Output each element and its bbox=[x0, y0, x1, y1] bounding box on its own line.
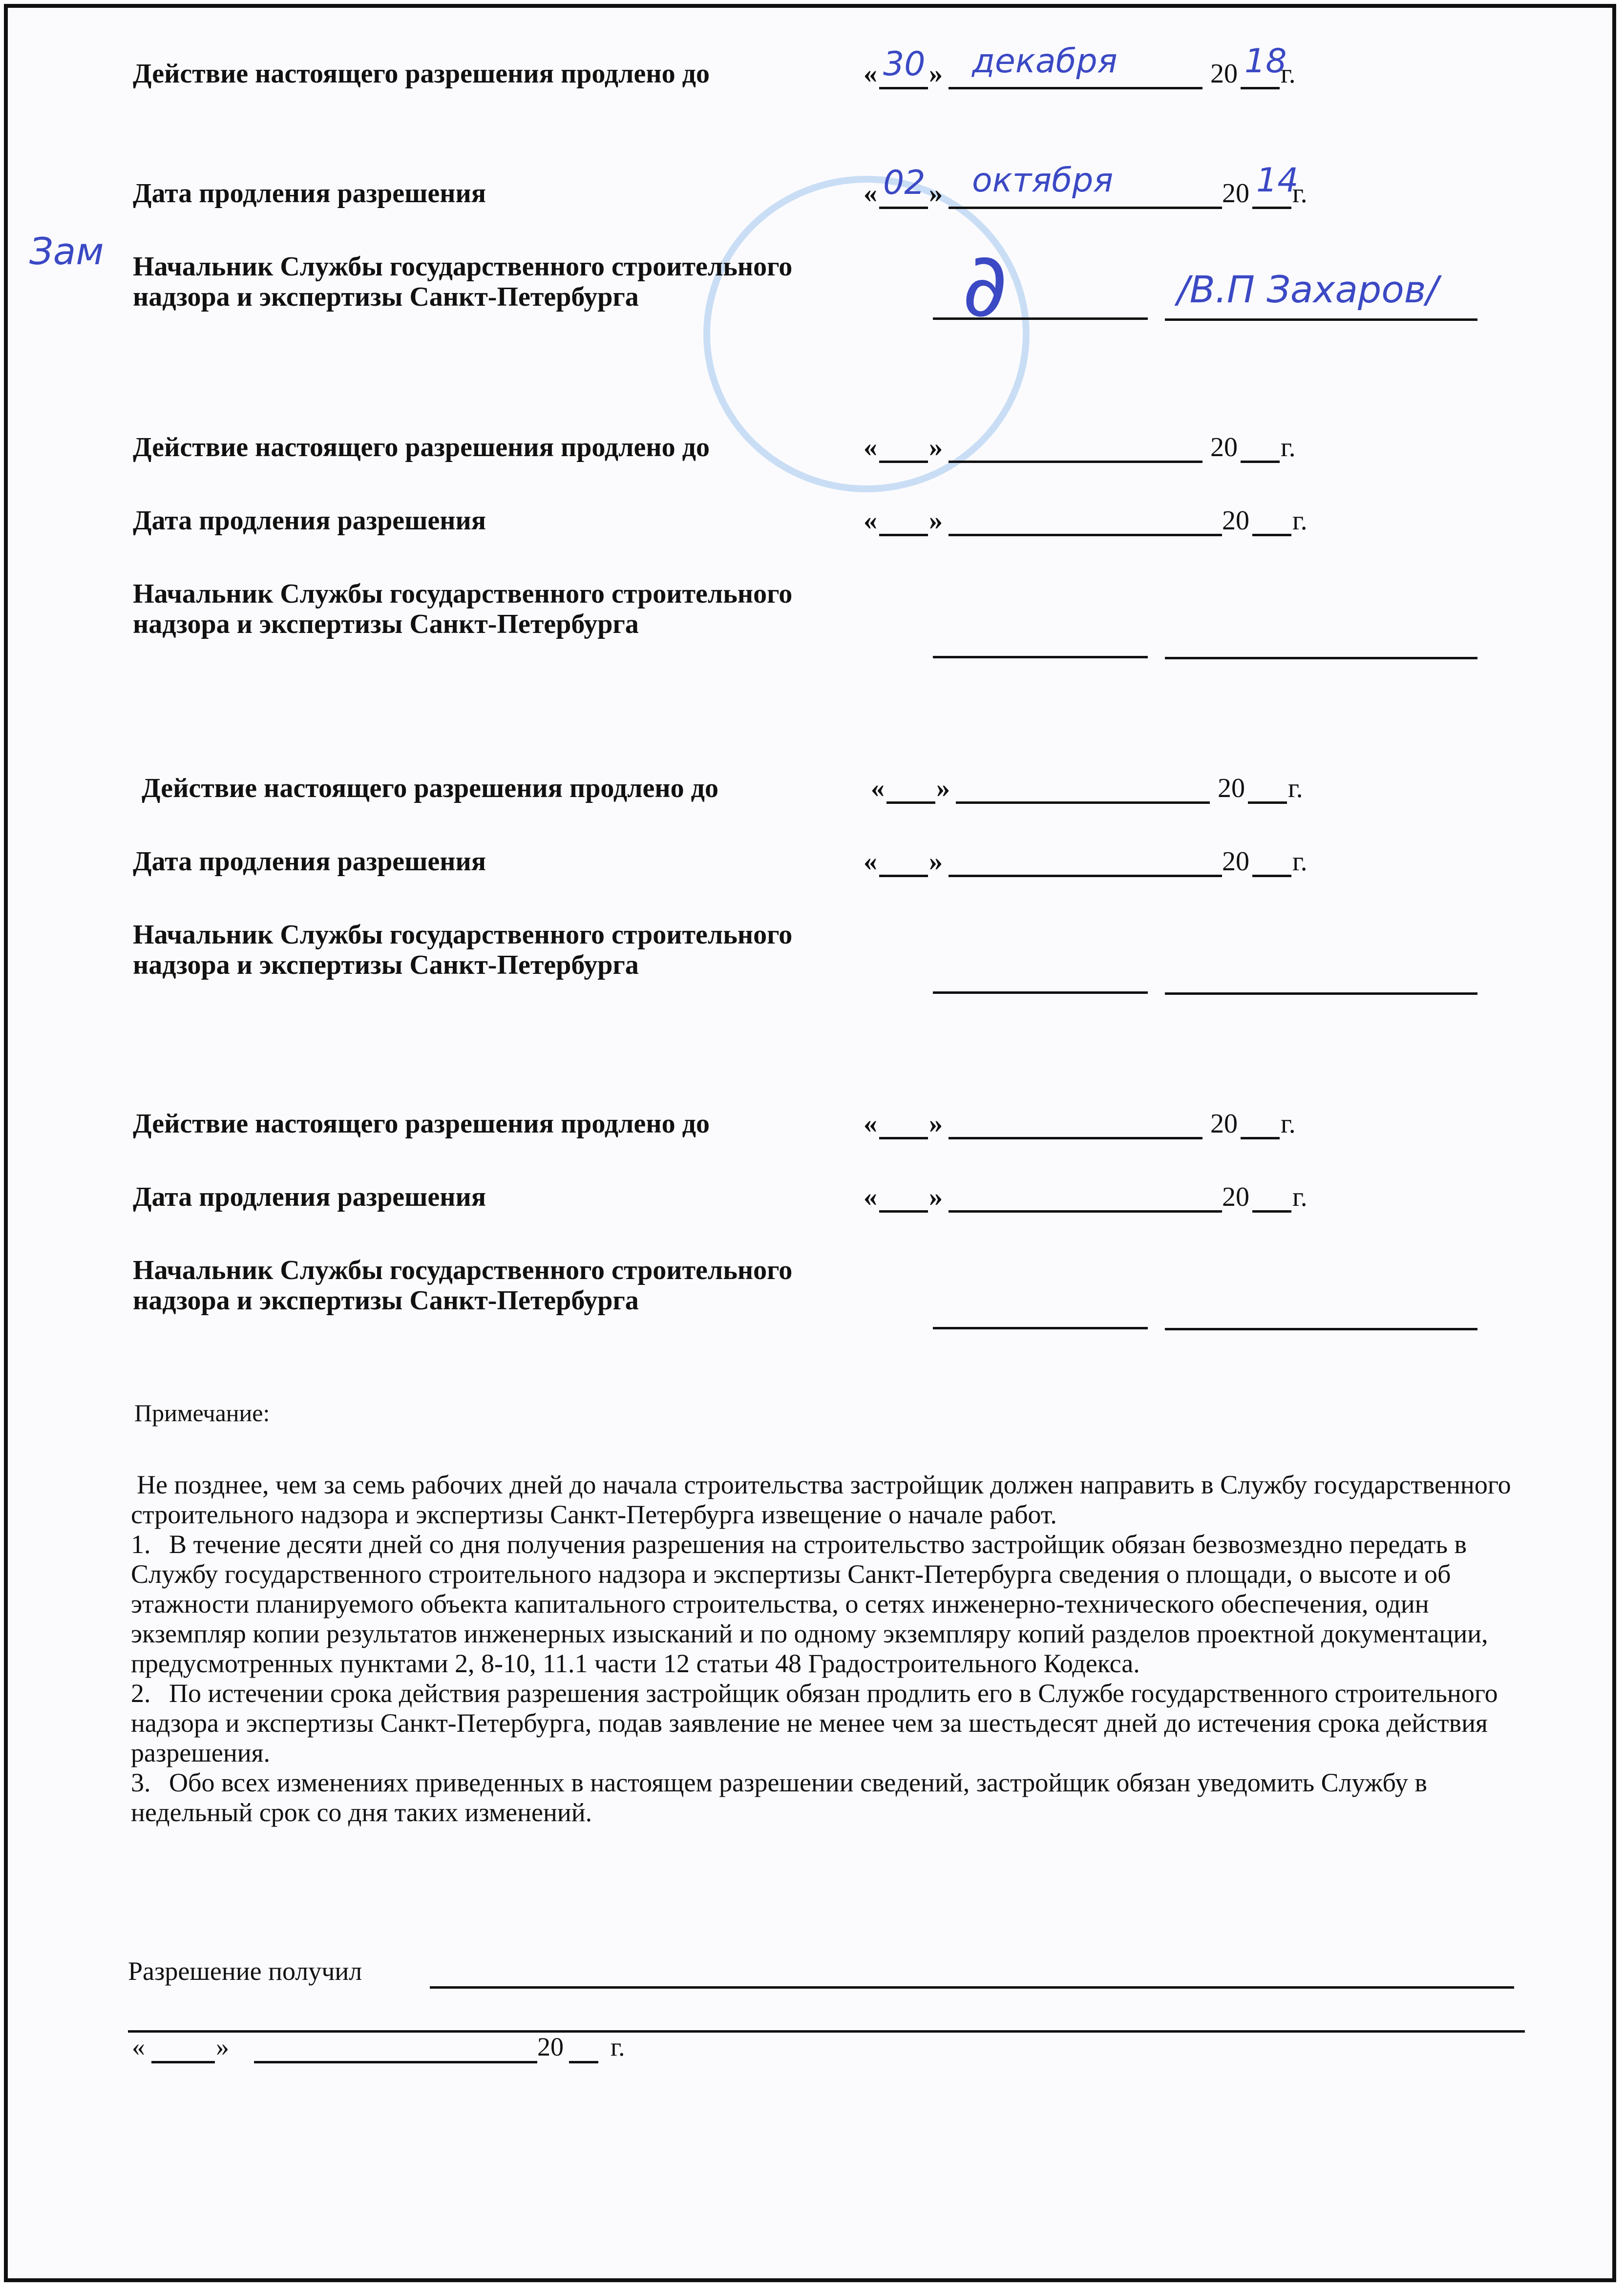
quote-close: » bbox=[929, 178, 943, 209]
extended-year-field[interactable] bbox=[1241, 87, 1280, 89]
quote-close: » bbox=[929, 59, 943, 89]
notes-item: 2. По истечении срока действия разрешения застройщик обязан продлить его в Службе государственного строительного надзора и экспертизы Санкт-Петербурга, подав заявление не менее чем за шестьдесят дней до истечения срока действия разрешения. bbox=[131, 1679, 1498, 1767]
date-year-prefix: 20 bbox=[1222, 505, 1249, 536]
quote-close: » bbox=[929, 1182, 943, 1212]
signature-icon: ∂ bbox=[962, 234, 1008, 336]
extended-month-field[interactable] bbox=[956, 801, 1210, 804]
date-year-field[interactable] bbox=[1252, 875, 1291, 877]
quote-close: » bbox=[216, 2032, 229, 2061]
year-suffix: г. bbox=[1288, 773, 1303, 803]
quote-open: « bbox=[864, 1182, 877, 1212]
date-day-field[interactable] bbox=[879, 875, 928, 877]
extended-year-field[interactable] bbox=[1248, 801, 1287, 804]
year-suffix: г. bbox=[1292, 505, 1308, 536]
date-year-prefix: 20 bbox=[1222, 178, 1249, 209]
date-year-prefix: 20 bbox=[1222, 846, 1249, 877]
signature-name-field[interactable] bbox=[1165, 657, 1477, 659]
notes-title: Примечание: bbox=[134, 1399, 270, 1427]
head-label-line-2: надзора и экспертизы Санкт-Петербурга bbox=[133, 282, 639, 312]
date-day-field[interactable] bbox=[879, 1210, 928, 1213]
quote-close: » bbox=[929, 505, 943, 536]
date-month-field[interactable] bbox=[949, 207, 1222, 209]
quote-open: « bbox=[864, 59, 877, 89]
head-label-line-2: надзора и экспертизы Санкт-Петербурга bbox=[133, 950, 639, 980]
signature-name-value: /В.П Захаров/ bbox=[1177, 268, 1439, 311]
year-suffix: г. bbox=[1281, 432, 1296, 462]
received-month-field[interactable] bbox=[254, 2061, 537, 2063]
signature-field[interactable] bbox=[933, 991, 1148, 994]
received-by-field[interactable] bbox=[430, 1986, 1514, 1989]
extended-year-value: 18 bbox=[1244, 42, 1287, 81]
quote-open: « bbox=[864, 432, 877, 462]
date-month-field[interactable] bbox=[949, 534, 1222, 536]
margin-note: Зам bbox=[29, 230, 104, 273]
head-label-line-1: Начальник Службы государственного строительного bbox=[133, 579, 793, 609]
head-label-line-1: Начальник Службы государственного строительного bbox=[133, 920, 793, 950]
quote-close: » bbox=[929, 432, 943, 462]
extended-day-field[interactable] bbox=[879, 87, 928, 89]
head-label-line-1: Начальник Службы государственного строительного bbox=[133, 1255, 793, 1285]
extended-month-field[interactable] bbox=[949, 87, 1202, 89]
received-day-field[interactable] bbox=[151, 2061, 215, 2063]
quote-open: « bbox=[132, 2032, 145, 2061]
quote-open: « bbox=[871, 773, 885, 803]
received-year-prefix: 20 bbox=[537, 2032, 564, 2061]
extended-year-field[interactable] bbox=[1241, 461, 1280, 463]
received-year-field[interactable] bbox=[569, 2061, 598, 2063]
signature-name-field[interactable] bbox=[1165, 318, 1477, 321]
date-day-field[interactable] bbox=[879, 207, 928, 209]
date-year-value: 14 bbox=[1256, 161, 1299, 200]
extended-until-label: Действие настоящего разрешения продлено до bbox=[133, 59, 710, 89]
quote-open: « bbox=[864, 846, 877, 877]
received-label: Разрешение получил bbox=[128, 1956, 362, 1986]
year-suffix: г. bbox=[1292, 846, 1308, 877]
extended-year-field[interactable] bbox=[1241, 1137, 1280, 1139]
head-label-line-2: надзора и экспертизы Санкт-Петербурга bbox=[133, 609, 639, 639]
received-year-suffix: г. bbox=[611, 2032, 625, 2061]
signature-name-field[interactable] bbox=[1165, 992, 1477, 995]
extension-date-label: Дата продления разрешения bbox=[133, 1182, 486, 1212]
extended-day-field[interactable] bbox=[886, 801, 935, 804]
extended-month-field[interactable] bbox=[949, 1137, 1202, 1139]
year-suffix: г. bbox=[1292, 1182, 1308, 1212]
year-suffix: г. bbox=[1292, 178, 1308, 209]
head-label-line-2: надзора и экспертизы Санкт-Петербурга bbox=[133, 1285, 639, 1316]
quote-close: » bbox=[936, 773, 950, 803]
received-by-field-2[interactable] bbox=[128, 2030, 1525, 2033]
quote-open: « bbox=[864, 1109, 877, 1139]
quote-close: » bbox=[929, 1109, 943, 1139]
date-day-field[interactable] bbox=[879, 534, 928, 536]
extended-until-label: Действие настоящего разрешения продлено до bbox=[133, 432, 710, 462]
extended-day-field[interactable] bbox=[879, 1137, 928, 1139]
extension-date-label: Дата продления разрешения bbox=[133, 178, 486, 209]
quote-close: » bbox=[929, 846, 943, 877]
head-label-line-1: Начальник Службы государственного строительного bbox=[133, 252, 793, 282]
date-year-prefix: 20 bbox=[1222, 1182, 1249, 1212]
extended-year-prefix: 20 bbox=[1210, 432, 1238, 462]
extended-year-prefix: 20 bbox=[1218, 773, 1245, 803]
extension-date-label: Дата продления разрешения bbox=[133, 846, 486, 877]
extended-until-label: Действие настоящего разрешения продлено до bbox=[133, 1109, 710, 1139]
extended-year-prefix: 20 bbox=[1210, 1109, 1238, 1139]
extended-until-label: Действие настоящего разрешения продлено до bbox=[142, 773, 718, 803]
extended-month-value: декабря bbox=[972, 42, 1118, 81]
extended-day-field[interactable] bbox=[879, 461, 928, 463]
notes-intro: Не позднее, чем за семь рабочих дней до начала строительства застройщик должен направить в Службу государственного строительного надзора и экспертизы Санкт-Петербурга извещение о начале работ. bbox=[131, 1470, 1511, 1529]
extension-date-label: Дата продления разрешения bbox=[133, 505, 486, 536]
date-month-field[interactable] bbox=[949, 875, 1222, 877]
year-suffix: г. bbox=[1281, 59, 1296, 89]
date-month-field[interactable] bbox=[949, 1210, 1222, 1213]
signature-field[interactable] bbox=[933, 656, 1148, 658]
notes-item: 1. В течение десяти дней со дня получения разрешения на строительство застройщик обязан безвозмездно передать в Службу государственного строительного надзора и экспертизы Санкт-Петербурга сведения о площади, о высоте и об этажности планируемого объекта капитального строительства, о сетях инженерно-технического обеспечения, один экземпляр копии результатов инженерных изысканий и по одному экземпляру копий разделов проектной документации, предусмотренных пунктами 2, 8-10, 11.1 части 12 статьи 48 Градостроительного Кодекса. bbox=[131, 1530, 1488, 1678]
date-year-field[interactable] bbox=[1252, 1210, 1291, 1213]
date-year-field[interactable] bbox=[1252, 207, 1291, 209]
date-month-value: октября bbox=[972, 161, 1114, 200]
extended-year-prefix: 20 bbox=[1210, 59, 1238, 89]
signature-field[interactable] bbox=[933, 1327, 1148, 1329]
date-day-value: 02 bbox=[883, 164, 926, 202]
year-suffix: г. bbox=[1281, 1109, 1296, 1139]
quote-open: « bbox=[864, 505, 877, 536]
notes-item: 3. Обо всех изменениях приведенных в настоящем разрешении сведений, застройщик обязан уведомить Службу в недельный срок со дня таких изменений. bbox=[131, 1768, 1427, 1827]
notes-section bbox=[131, 1470, 1538, 1828]
quote-open: « bbox=[864, 178, 877, 209]
date-year-field[interactable] bbox=[1252, 534, 1291, 536]
extended-month-field[interactable] bbox=[949, 461, 1202, 463]
signature-name-field[interactable] bbox=[1165, 1328, 1477, 1330]
extended-day-value: 30 bbox=[883, 45, 926, 84]
